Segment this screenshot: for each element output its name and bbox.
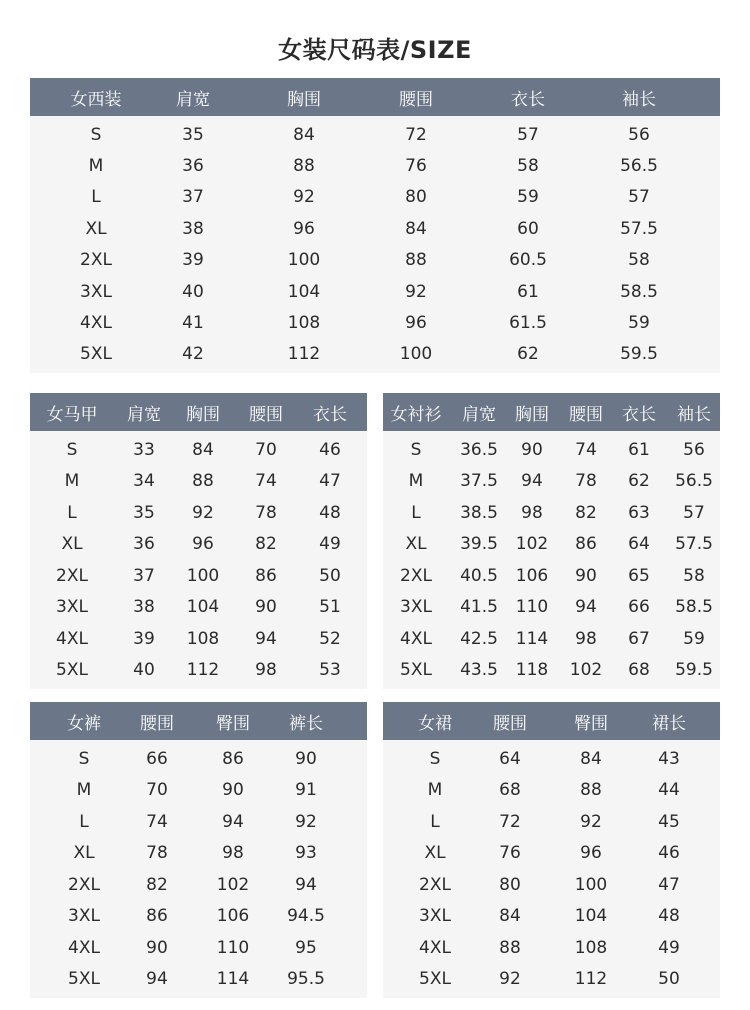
size-label-cell: S [66, 439, 78, 460]
measurement-cell: 37 [133, 565, 155, 586]
measurement-cell: 74 [146, 811, 168, 832]
size-label-cell: 3XL [400, 597, 432, 618]
measurement-cell: 59.5 [620, 344, 658, 365]
measurement-cell: 98 [575, 628, 597, 649]
measurement-cell: 98 [255, 660, 277, 681]
size-label-cell: M [88, 156, 104, 177]
measurement-cell: 118 [515, 660, 549, 681]
measurement-cell: 70 [146, 780, 168, 801]
measurement-cell: 94.5 [287, 906, 325, 927]
measurement-cell: 76 [499, 843, 521, 864]
table-row [30, 276, 720, 307]
measurement-cell: 78 [575, 471, 597, 492]
measurement-cell: 110 [515, 597, 549, 618]
measurement-cell: 112 [287, 344, 321, 365]
table-row [383, 560, 720, 592]
table-body [383, 431, 720, 686]
measurement-cell: 39 [133, 628, 155, 649]
measurement-cell: 106 [216, 906, 250, 927]
measurement-cell: 92 [192, 502, 214, 523]
header-cell: 衣长 [511, 89, 545, 110]
measurement-cell: 56 [683, 439, 705, 460]
measurement-cell: 94 [575, 597, 597, 618]
header-cell: 臀围 [216, 713, 250, 734]
size-label-cell: M [76, 780, 92, 801]
measurement-cell: 62 [628, 471, 650, 492]
size-label-cell: 5XL [56, 660, 88, 681]
measurement-cell: 108 [186, 628, 220, 649]
table-row [383, 901, 720, 933]
size-label-cell: 5XL [400, 660, 432, 681]
measurement-cell: 46 [319, 439, 341, 460]
measurement-cell: 57.5 [675, 534, 713, 555]
measurement-cell: 94 [295, 874, 317, 895]
measurement-cell: 33 [133, 439, 155, 460]
measurement-cell: 94 [222, 811, 244, 832]
size-label-cell: M [408, 471, 424, 492]
header-cell: 衣长 [622, 404, 656, 425]
measurement-cell: 86 [255, 565, 277, 586]
header-cell: 袖长 [677, 404, 711, 425]
measurement-cell: 106 [515, 565, 549, 586]
table-row [30, 434, 367, 466]
table-row [30, 592, 367, 624]
size-label-cell: 2XL [68, 874, 100, 895]
measurement-cell: 90 [146, 937, 168, 958]
table-row [383, 592, 720, 624]
table-row [30, 182, 720, 213]
measurement-cell: 90 [255, 597, 277, 618]
measurement-cell: 61 [517, 281, 539, 302]
pants-size-table [30, 702, 367, 998]
suit-size-table [30, 78, 720, 373]
header-cell: 女马甲 [46, 404, 98, 425]
size-label-cell: L [67, 502, 77, 523]
table-row [383, 775, 720, 807]
measurement-cell: 58.5 [675, 597, 713, 618]
measurement-cell: 53 [319, 660, 341, 681]
header-cell: 腰围 [493, 713, 527, 734]
measurement-cell: 56.5 [620, 156, 658, 177]
measurement-cell: 48 [319, 502, 341, 523]
measurement-cell: 96 [405, 313, 427, 334]
table-row [30, 497, 367, 529]
measurement-cell: 100 [399, 344, 433, 365]
measurement-cell: 46 [658, 843, 680, 864]
measurement-cell: 67 [628, 628, 650, 649]
size-label-cell: S [410, 439, 422, 460]
measurement-cell: 57 [517, 124, 539, 145]
size-label-cell: XL [424, 843, 446, 864]
table-row [383, 434, 720, 466]
measurement-cell: 72 [499, 811, 521, 832]
measurement-cell: 92 [499, 969, 521, 990]
measurement-cell: 100 [186, 565, 220, 586]
measurement-cell: 72 [405, 124, 427, 145]
measurement-cell: 35 [182, 124, 204, 145]
measurement-cell: 76 [405, 156, 427, 177]
measurement-cell: 90 [575, 565, 597, 586]
measurement-cell: 42.5 [460, 628, 498, 649]
measurement-cell: 56 [628, 124, 650, 145]
measurement-cell: 96 [293, 218, 315, 239]
measurement-cell: 114 [515, 628, 549, 649]
header-cell: 裤长 [289, 713, 323, 734]
measurement-cell: 36 [182, 156, 204, 177]
header-cell: 胸围 [186, 404, 220, 425]
measurement-cell: 94 [255, 628, 277, 649]
header-cell: 女裙 [418, 713, 452, 734]
measurement-cell: 39 [182, 250, 204, 271]
header-cell: 肩宽 [176, 89, 210, 110]
size-label-cell: 4XL [419, 937, 451, 958]
table-row [30, 901, 367, 933]
table-row [30, 245, 720, 276]
measurement-cell: 104 [574, 906, 608, 927]
table-header [383, 702, 720, 740]
size-label-cell: 2XL [400, 565, 432, 586]
measurement-cell: 90 [222, 780, 244, 801]
measurement-cell: 41.5 [460, 597, 498, 618]
size-label-cell: S [90, 124, 102, 145]
measurement-cell: 90 [295, 748, 317, 769]
measurement-cell: 58 [517, 156, 539, 177]
size-label-cell: 4XL [56, 628, 88, 649]
header-cell: 裙长 [652, 713, 686, 734]
measurement-cell: 50 [658, 969, 680, 990]
measurement-cell: 40 [133, 660, 155, 681]
size-label-cell: 4XL [68, 937, 100, 958]
measurement-cell: 36 [133, 534, 155, 555]
page-title: 女装尺码表/SIZE [278, 36, 472, 64]
measurement-cell: 104 [186, 597, 220, 618]
measurement-cell: 88 [580, 780, 602, 801]
table-header [30, 702, 367, 740]
size-label-cell: 4XL [400, 628, 432, 649]
measurement-cell: 37 [182, 187, 204, 208]
table-row [30, 623, 367, 655]
size-label-cell: 2XL [56, 565, 88, 586]
measurement-cell: 80 [499, 874, 521, 895]
size-label-cell: 5XL [68, 969, 100, 990]
measurement-cell: 92 [293, 187, 315, 208]
measurement-cell: 84 [192, 439, 214, 460]
measurement-cell: 40 [182, 281, 204, 302]
measurement-cell: 88 [293, 156, 315, 177]
measurement-cell: 92 [405, 281, 427, 302]
table-header [383, 393, 720, 431]
header-cell: 腰围 [249, 404, 283, 425]
measurement-cell: 40.5 [460, 565, 498, 586]
measurement-cell: 84 [293, 124, 315, 145]
measurement-cell: 110 [216, 937, 250, 958]
table-row [30, 655, 367, 687]
header-cell: 女衬衫 [390, 404, 442, 425]
measurement-cell: 84 [405, 218, 427, 239]
table-row [383, 964, 720, 996]
measurement-cell: 59 [628, 313, 650, 334]
measurement-cell: 44 [658, 780, 680, 801]
size-label-cell: S [429, 748, 441, 769]
table-row [30, 775, 367, 807]
measurement-cell: 61 [628, 439, 650, 460]
table-row [383, 623, 720, 655]
measurement-cell: 74 [255, 471, 277, 492]
measurement-cell: 47 [319, 471, 341, 492]
table-row [30, 869, 367, 901]
measurement-cell: 88 [499, 937, 521, 958]
measurement-cell: 96 [580, 843, 602, 864]
measurement-cell: 38 [182, 218, 204, 239]
measurement-cell: 49 [319, 534, 341, 555]
table-row [30, 560, 367, 592]
measurement-cell: 104 [287, 281, 321, 302]
table-row [30, 838, 367, 870]
size-label-cell: XL [73, 843, 95, 864]
size-label-cell: 3XL [419, 906, 451, 927]
table-row [30, 964, 367, 996]
table-row [30, 213, 720, 244]
measurement-cell: 102 [569, 660, 603, 681]
measurement-cell: 90 [521, 439, 543, 460]
measurement-cell: 66 [628, 597, 650, 618]
measurement-cell: 112 [574, 969, 608, 990]
measurement-cell: 86 [575, 534, 597, 555]
header-cell: 袖长 [622, 89, 656, 110]
measurement-cell: 59 [683, 628, 705, 649]
table-row [30, 806, 367, 838]
measurement-cell: 49 [658, 937, 680, 958]
measurement-cell: 98 [222, 843, 244, 864]
measurement-cell: 95 [295, 937, 317, 958]
table-row [30, 119, 720, 150]
measurement-cell: 102 [216, 874, 250, 895]
size-label-cell: XL [405, 534, 427, 555]
size-label-cell: L [79, 811, 89, 832]
header-cell: 女裤 [67, 713, 101, 734]
measurement-cell: 86 [222, 748, 244, 769]
size-label-cell: 2XL [419, 874, 451, 895]
measurement-cell: 61.5 [509, 313, 547, 334]
table-header [30, 78, 720, 116]
measurement-cell: 45 [658, 811, 680, 832]
size-label-cell: 2XL [80, 250, 112, 271]
measurement-cell: 114 [216, 969, 250, 990]
measurement-cell: 52 [319, 628, 341, 649]
table-row [30, 743, 367, 775]
shirt-size-table [383, 393, 720, 689]
table-header [30, 393, 367, 431]
measurement-cell: 94 [146, 969, 168, 990]
size-label-cell: S [78, 748, 90, 769]
measurement-cell: 68 [499, 780, 521, 801]
measurement-cell: 65 [628, 565, 650, 586]
table-row [383, 466, 720, 498]
table-row [383, 497, 720, 529]
measurement-cell: 36.5 [460, 439, 498, 460]
size-label-cell: M [64, 471, 80, 492]
measurement-cell: 47 [658, 874, 680, 895]
measurement-cell: 80 [405, 187, 427, 208]
measurement-cell: 51 [319, 597, 341, 618]
measurement-cell: 60.5 [509, 250, 547, 271]
measurement-cell: 78 [255, 502, 277, 523]
table-row [383, 869, 720, 901]
measurement-cell: 41 [182, 313, 204, 334]
header-cell: 肩宽 [127, 404, 161, 425]
table-row [30, 307, 720, 338]
table-row [30, 466, 367, 498]
table-body [30, 431, 367, 686]
measurement-cell: 68 [628, 660, 650, 681]
measurement-cell: 84 [580, 748, 602, 769]
measurement-cell: 74 [575, 439, 597, 460]
table-row [383, 743, 720, 775]
measurement-cell: 62 [517, 344, 539, 365]
measurement-cell: 95.5 [287, 969, 325, 990]
measurement-cell: 108 [574, 937, 608, 958]
measurement-cell: 78 [146, 843, 168, 864]
table-row [30, 339, 720, 370]
measurement-cell: 100 [574, 874, 608, 895]
table-row [383, 838, 720, 870]
measurement-cell: 82 [255, 534, 277, 555]
skirt-size-table [383, 702, 720, 998]
size-label-cell: 3XL [68, 906, 100, 927]
measurement-cell: 57 [683, 502, 705, 523]
measurement-cell: 50 [319, 565, 341, 586]
measurement-cell: 84 [499, 906, 521, 927]
size-label-cell: L [430, 811, 440, 832]
measurement-cell: 38 [133, 597, 155, 618]
measurement-cell: 98 [521, 502, 543, 523]
size-label-cell: XL [85, 218, 107, 239]
measurement-cell: 92 [580, 811, 602, 832]
measurement-cell: 94 [521, 471, 543, 492]
table-body [30, 740, 367, 995]
measurement-cell: 96 [192, 534, 214, 555]
size-label-cell: 3XL [80, 281, 112, 302]
header-cell: 女西装 [70, 89, 122, 110]
measurement-cell: 102 [515, 534, 549, 555]
measurement-cell: 59 [517, 187, 539, 208]
vest-size-table [30, 393, 367, 689]
measurement-cell: 48 [658, 906, 680, 927]
size-label-cell: 3XL [56, 597, 88, 618]
measurement-cell: 43.5 [460, 660, 498, 681]
size-label-cell: L [91, 187, 101, 208]
measurement-cell: 59.5 [675, 660, 713, 681]
measurement-cell: 70 [255, 439, 277, 460]
measurement-cell: 58 [628, 250, 650, 271]
header-cell: 腰围 [569, 404, 603, 425]
measurement-cell: 58.5 [620, 281, 658, 302]
header-cell: 胸围 [287, 89, 321, 110]
size-label-cell: 5XL [419, 969, 451, 990]
table-row [383, 529, 720, 561]
measurement-cell: 57 [628, 187, 650, 208]
measurement-cell: 93 [295, 843, 317, 864]
measurement-cell: 64 [499, 748, 521, 769]
measurement-cell: 92 [295, 811, 317, 832]
measurement-cell: 91 [295, 780, 317, 801]
measurement-cell: 60 [517, 218, 539, 239]
table-row [383, 655, 720, 687]
measurement-cell: 108 [287, 313, 321, 334]
measurement-cell: 35 [133, 502, 155, 523]
measurement-cell: 42 [182, 344, 204, 365]
measurement-cell: 82 [146, 874, 168, 895]
table-row [383, 806, 720, 838]
measurement-cell: 88 [192, 471, 214, 492]
size-label-cell: 4XL [80, 313, 112, 334]
table-row [30, 150, 720, 181]
measurement-cell: 57.5 [620, 218, 658, 239]
measurement-cell: 39.5 [460, 534, 498, 555]
measurement-cell: 112 [186, 660, 220, 681]
table-body [30, 116, 720, 370]
measurement-cell: 63 [628, 502, 650, 523]
measurement-cell: 86 [146, 906, 168, 927]
measurement-cell: 82 [575, 502, 597, 523]
header-cell: 胸围 [515, 404, 549, 425]
measurement-cell: 100 [287, 250, 321, 271]
measurement-cell: 66 [146, 748, 168, 769]
measurement-cell: 64 [628, 534, 650, 555]
size-label-cell: L [411, 502, 421, 523]
header-cell: 腰围 [399, 89, 433, 110]
header-cell: 腰围 [140, 713, 174, 734]
table-row [383, 932, 720, 964]
table-row [30, 529, 367, 561]
measurement-cell: 58 [683, 565, 705, 586]
size-label-cell: M [427, 780, 443, 801]
measurement-cell: 56.5 [675, 471, 713, 492]
header-cell: 肩宽 [462, 404, 496, 425]
measurement-cell: 88 [405, 250, 427, 271]
measurement-cell: 38.5 [460, 502, 498, 523]
size-label-cell: XL [61, 534, 83, 555]
measurement-cell: 37.5 [460, 471, 498, 492]
table-row [30, 932, 367, 964]
size-label-cell: 5XL [80, 344, 112, 365]
measurement-cell: 34 [133, 471, 155, 492]
table-body [383, 740, 720, 995]
header-cell: 衣长 [313, 404, 347, 425]
measurement-cell: 43 [658, 748, 680, 769]
header-cell: 臀围 [574, 713, 608, 734]
